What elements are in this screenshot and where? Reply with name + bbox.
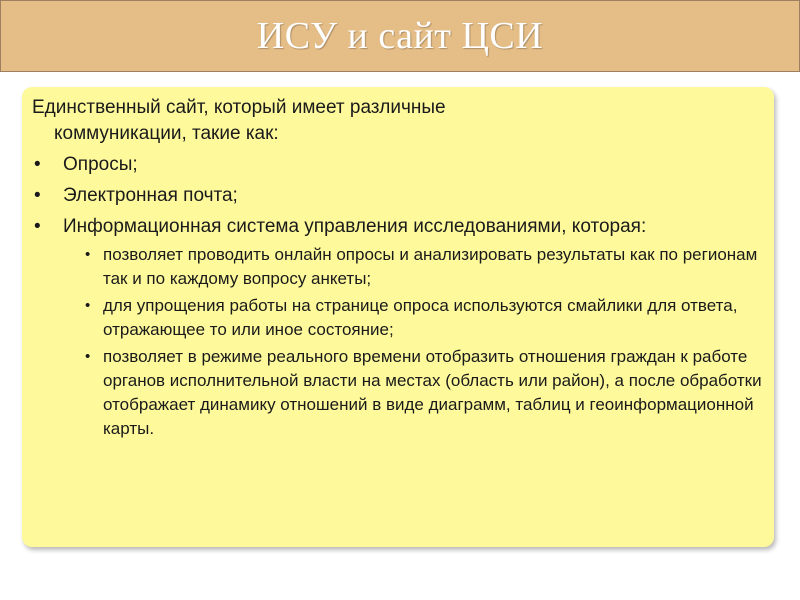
list-item [32, 214, 764, 441]
sub-list-item-text: позволяет в режиме реального времени отобразить отношения граждан к работе органов исполнительной власти на местах (область или район), а после обработки отображает динамику отношений в виде диаграмм, таблиц и геоинформационной карты. [103, 347, 762, 438]
title-bar [0, 0, 800, 72]
sub-list-item-text: позволяет проводить онлайн опросы и анализировать результаты как по регионам так и по каждому вопросу анкеты; [103, 245, 758, 288]
list-item-text: Опросы; [63, 154, 138, 175]
bullet-icon: • [34, 154, 41, 175]
slide-title: ИСУ и сайт ЦСИ [256, 15, 544, 57]
sub-list-item [63, 345, 764, 441]
bullet-icon: • [85, 297, 91, 314]
list-item [32, 152, 764, 178]
bullet-icon: • [85, 246, 91, 263]
content-box [22, 87, 774, 547]
bullet-list [32, 152, 764, 441]
list-item-text: Электронная почта; [63, 185, 238, 206]
bullet-icon: • [34, 185, 41, 206]
list-item [32, 183, 764, 209]
intro-line-1: Единственный сайт, который имеет различные [32, 97, 446, 118]
bullet-icon: • [85, 348, 91, 365]
sub-bullet-list [63, 243, 764, 441]
sub-list-item [63, 294, 764, 342]
sub-list-item-text: для упрощения работы на странице опроса используются смайлики для ответа, отражающее то или иное состояние; [103, 296, 738, 339]
list-item-text: Информационная система управления исследованиями, которая: [63, 216, 647, 237]
intro-line-2: коммуникации, такие как: [54, 123, 279, 144]
bullet-icon: • [34, 216, 41, 237]
text-block [32, 95, 764, 441]
intro-paragraph [32, 95, 764, 147]
sub-list-item [63, 243, 764, 291]
